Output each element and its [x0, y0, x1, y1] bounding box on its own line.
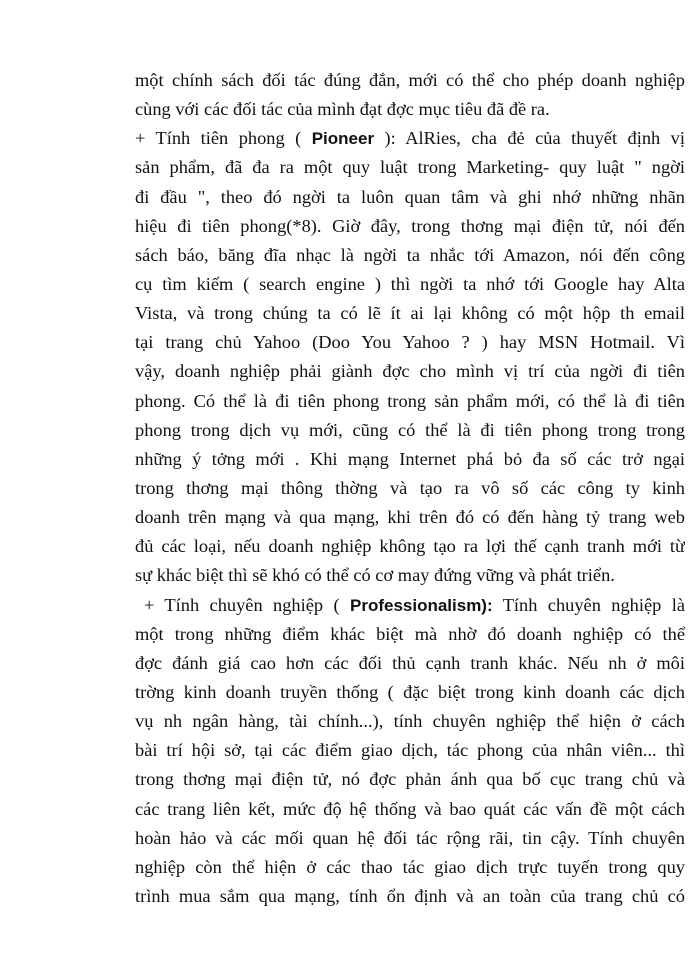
line-text: Vista, và trong chúng ta có lẽ ít ai lại không có một hộp th email: [135, 303, 685, 324]
line-text: phong. Có thể là đi tiên phong trong sản phẩm mới, có thể là đi tiên: [135, 390, 685, 411]
line-text: sản phẩm, đã đa ra một quy luật trong Marketing- quy luật " ngời: [135, 157, 685, 178]
text-line: [135, 649, 685, 678]
line-text: đợc đánh giá cao hơn các đối thủ cạnh tranh khác. Nếu nh ở môi: [135, 652, 685, 673]
text-line: [135, 328, 685, 357]
line-text: sách báo, băng đĩa nhạc là ngời ta nhắc tới Amazon, nói đến công: [135, 244, 685, 265]
text-line: [135, 853, 685, 882]
line-text: một trong những điểm khác biệt mà nhờ đó doanh nghiệp có thể: [135, 623, 685, 644]
text-line: [135, 532, 685, 561]
line-text-pre: + Tính chuyên nghiệp (: [144, 594, 350, 615]
line-text: trình mua sắm qua mạng, tính ổn định và an toàn của trang chủ có: [135, 885, 685, 906]
text-line: [135, 387, 685, 416]
bold-term: Professionalism):: [349, 595, 493, 615]
text-line: [135, 882, 685, 911]
line-text: nghiệp còn thể hiện ở các thao tác giao dịch trực tuyến trong quy: [135, 856, 685, 877]
text-line: [135, 824, 685, 853]
text-line: [135, 124, 685, 153]
document-body: [135, 66, 685, 911]
bold-term: Pioneer: [311, 129, 375, 149]
line-text: doanh trên mạng và qua mạng, khi trên đó có đến hàng tỷ trang web: [135, 507, 685, 528]
line-text-pre: + Tính tiên phong (: [135, 128, 312, 149]
text-line: [135, 474, 685, 503]
line-text: bài trí hội sở, tại các điểm giao dịch, tác phong của nhân viên... thì: [135, 740, 685, 761]
text-line: [135, 503, 685, 532]
text-line: [135, 765, 685, 794]
line-text: sự khác biệt thì sẽ khó có thể có cơ may đứng vững và phát triển.: [135, 565, 615, 586]
line-text: hoàn hảo và các mối quan hệ đối tác rộng rãi, tin cậy. Tính chuyên: [135, 827, 685, 848]
text-line: [135, 95, 685, 124]
text-line: [135, 153, 685, 182]
line-text: vậy, doanh nghiệp phải giành đợc cho mình vị trí của ngời đi tiên: [135, 361, 685, 382]
text-line: [135, 299, 685, 328]
text-line: [135, 183, 685, 212]
line-text: trong thơng mại điện tử, nó đợc phản ánh qua bố cục trang chủ và: [135, 769, 685, 790]
line-text-post: ): AlRies, cha đẻ của thuyết định vị: [374, 128, 685, 149]
line-text: đủ các loại, nếu doanh nghiệp không tạo ra lợi thế cạnh tranh mới từ: [135, 536, 685, 557]
line-text: đi đầu ", theo đó ngời ta luôn quan tâm và ghi nhớ những nhãn: [135, 186, 685, 207]
line-text: cụ tìm kiếm ( search engine ) thì ngời ta nhớ tới Google hay Alta: [135, 273, 685, 294]
line-text: vụ nh ngân hàng, tài chính...), tính chuyên nghiệp thể hiện ở cách: [135, 711, 685, 732]
text-line: [135, 561, 685, 590]
text-line: [135, 357, 685, 386]
line-text: tại trang chủ Yahoo (Doo You Yahoo ? ) hay MSN Hotmail. Vì: [135, 332, 685, 353]
line-text-post: Tính chuyên nghiệp là: [492, 594, 685, 615]
text-line: [135, 678, 685, 707]
text-line: [135, 445, 685, 474]
text-line: [135, 66, 685, 95]
line-text: cùng với các đối tác của mình đạt đợc mục tiêu đã đề ra.: [135, 99, 550, 120]
text-line: [135, 416, 685, 445]
line-text: trờng kinh doanh truyền thống ( đặc biệt trong kinh doanh các dịch: [135, 681, 685, 702]
text-line: [135, 795, 685, 824]
line-text: trong thơng mại thông thờng và tạo ra vô số các công ty kinh: [135, 477, 685, 498]
text-line: [135, 241, 685, 270]
line-text: những ý tởng mới . Khi mạng Internet phá bỏ đa số các trở ngại: [135, 448, 685, 469]
line-text: phong trong dịch vụ mới, cũng có thể là đi tiên phong trong trong: [135, 419, 685, 440]
text-line: [135, 736, 685, 765]
text-line: [135, 270, 685, 299]
text-line: [135, 707, 685, 736]
text-line: [135, 620, 685, 649]
line-text: một chính sách đối tác đúng đắn, mới có thể cho phép doanh nghiệp: [135, 70, 685, 90]
text-line: [135, 212, 685, 241]
line-text: các trang liên kết, mức độ hệ thống và bao quát các vấn đề một cách: [135, 798, 685, 819]
text-line: [135, 591, 685, 620]
line-text: hiệu đi tiên phong(*8). Giờ đây, trong thơng mại điện tử, nói đến: [135, 215, 685, 236]
